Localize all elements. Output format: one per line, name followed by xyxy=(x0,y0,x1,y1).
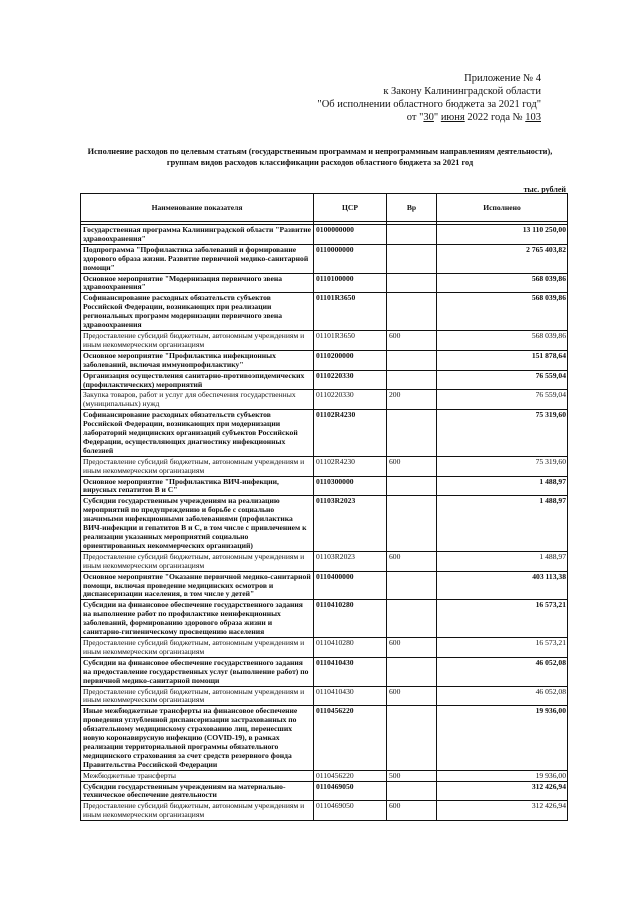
document-title xyxy=(60,146,580,168)
appendix-number: Приложение № 4 xyxy=(464,73,541,84)
appendix-date xyxy=(317,111,541,124)
cell-amount: 76 559,04 xyxy=(437,390,568,410)
date-year: 2022 года № xyxy=(464,112,526,123)
cell-name: Закупка товаров, работ и услуг для обеспечения государственных (муниципальных) нужд xyxy=(81,390,314,410)
table-row xyxy=(81,370,568,390)
cell-name: Предоставление субсидий бюджетным, автономным учреждениям и иным некоммерческим организациям xyxy=(81,456,314,476)
cell-name: Предоставление субсидий бюджетным, автономным учреждениям и иным некоммерческим организациям xyxy=(81,686,314,706)
cell-name: Иные межбюджетные трансферты на финансовое обеспечение проведения углубленной диспансеризации застрахованных по обязательному медицинскому страхованию лиц, перенесших новую коронавирусную инфекцию (COVID-19), в рамках реализации территориальной программы обязательного медицинского страхования за счет средств резервного фонда Правительства Российской Федерации xyxy=(81,706,314,770)
table-row xyxy=(81,244,568,273)
cell-csr: 0110100000 xyxy=(314,273,387,293)
cell-vr xyxy=(387,273,437,293)
table-header-row xyxy=(81,194,568,222)
cell-vr xyxy=(387,571,437,600)
cell-name: Основное мероприятие "Оказание первичной медико-санитарной помощи, включая проведение медицинских осмотров и диспансеризации населения, в том числе у детей" xyxy=(81,571,314,600)
cell-csr: 0110469050 xyxy=(314,801,387,821)
header-executed: Исполнено xyxy=(437,194,568,222)
date-mid: " xyxy=(433,112,441,123)
cell-amount: 568 039,86 xyxy=(437,273,568,293)
cell-csr: 0110469050 xyxy=(314,781,387,801)
cell-amount: 46 052,08 xyxy=(437,657,568,686)
table-row xyxy=(81,330,568,350)
cell-name: Субсидии государственным учреждениям на материально-техническое обеспечение деятельности xyxy=(81,781,314,801)
cell-csr: 0110000000 xyxy=(314,244,387,273)
cell-amount: 19 936,00 xyxy=(437,770,568,781)
header-csr: ЦСР xyxy=(314,194,387,222)
appendix-law-reference: к Закону Калининградской области xyxy=(383,86,541,97)
cell-vr xyxy=(387,657,437,686)
date-day: 30 xyxy=(423,112,434,123)
cell-vr xyxy=(387,410,437,457)
date-number: 103 xyxy=(525,112,541,123)
table-row xyxy=(81,350,568,370)
cell-amount: 76 559,04 xyxy=(437,370,568,390)
cell-csr: 01102R4230 xyxy=(314,456,387,476)
cell-csr: 0110220330 xyxy=(314,370,387,390)
table-row xyxy=(81,225,568,245)
cell-csr: 0110410280 xyxy=(314,637,387,657)
cell-vr xyxy=(387,781,437,801)
cell-vr: 600 xyxy=(387,801,437,821)
header-indicator-name: Наименование показателя xyxy=(81,194,314,222)
cell-csr: 01103R2023 xyxy=(314,551,387,571)
cell-csr: 01101R3650 xyxy=(314,330,387,350)
cell-vr xyxy=(387,244,437,273)
cell-csr: 0110456220 xyxy=(314,706,387,770)
cell-name: Организация осуществления санитарно-противоэпидемических (профилактических) мероприятий xyxy=(81,370,314,390)
appendix-header xyxy=(317,72,541,124)
expenditure-table xyxy=(80,193,568,821)
table-row xyxy=(81,781,568,801)
cell-csr: 0110410430 xyxy=(314,657,387,686)
cell-csr: 0110400000 xyxy=(314,571,387,600)
cell-amount: 19 936,00 xyxy=(437,706,568,770)
table-row xyxy=(81,686,568,706)
table-row xyxy=(81,706,568,770)
cell-name: Субсидии на финансовое обеспечение государственного задания на выполнение работ по профилактике неинфекционных заболеваний, формированию здорового образа жизни и санитарно-гигиеническому просвещению населения xyxy=(81,600,314,638)
table-row xyxy=(81,637,568,657)
table-row xyxy=(81,770,568,781)
cell-vr xyxy=(387,225,437,245)
cell-amount: 568 039,86 xyxy=(437,330,568,350)
date-month: июня xyxy=(440,112,465,123)
date-prefix: от " xyxy=(406,112,424,123)
cell-vr: 500 xyxy=(387,770,437,781)
cell-csr: 0110220330 xyxy=(314,390,387,410)
appendix-law-title: "Об исполнении областного бюджета за 2021 год" xyxy=(317,99,541,110)
cell-amount: 1 488,97 xyxy=(437,476,568,496)
cell-name: Предоставление субсидий бюджетным, автономным учреждениям и иным некоммерческим организациям xyxy=(81,637,314,657)
cell-vr xyxy=(387,476,437,496)
cell-amount: 312 426,94 xyxy=(437,801,568,821)
table-row xyxy=(81,600,568,638)
cell-vr: 600 xyxy=(387,330,437,350)
table-body xyxy=(81,225,568,821)
cell-amount: 46 052,08 xyxy=(437,686,568,706)
cell-amount: 403 113,38 xyxy=(437,571,568,600)
cell-name: Софинансирование расходных обязательств субъектов Российской Федерации, возникающих при реализации региональных программ модернизации первичного звена здравоохранения xyxy=(81,293,314,331)
cell-name: Межбюджетные трансферты xyxy=(81,770,314,781)
cell-csr: 0110456220 xyxy=(314,770,387,781)
units-label: тыс. рублей xyxy=(523,185,566,194)
table-row xyxy=(81,410,568,457)
title-line-2: группам видов расходов классификации расходов областного бюджета за 2021 год xyxy=(166,158,474,167)
table-row xyxy=(81,273,568,293)
cell-amount: 13 110 250,00 xyxy=(437,225,568,245)
cell-name: Предоставление субсидий бюджетным, автономным учреждениям и иным некоммерческим организациям xyxy=(81,801,314,821)
cell-name: Предоставление субсидий бюджетным, автономным учреждениям и иным некоммерческим организациям xyxy=(81,330,314,350)
table-row xyxy=(81,551,568,571)
cell-amount: 2 765 403,82 xyxy=(437,244,568,273)
header-vr: Вр xyxy=(387,194,437,222)
cell-vr xyxy=(387,293,437,331)
cell-vr xyxy=(387,600,437,638)
cell-vr xyxy=(387,350,437,370)
table-row xyxy=(81,476,568,496)
cell-name: Софинансирование расходных обязательств субъектов Российской Федерации, возникающих при модернизации лабораторий медицинских организаций субъектов Российской Федерации, осуществляющих диагностику инфекционных болезней xyxy=(81,410,314,457)
cell-amount: 151 878,64 xyxy=(437,350,568,370)
table-row xyxy=(81,390,568,410)
cell-vr: 200 xyxy=(387,390,437,410)
cell-name: Предоставление субсидий бюджетным, автономным учреждениям и иным некоммерческим организациям xyxy=(81,551,314,571)
table-row xyxy=(81,657,568,686)
cell-vr: 600 xyxy=(387,686,437,706)
cell-vr: 600 xyxy=(387,551,437,571)
cell-amount: 16 573,21 xyxy=(437,600,568,638)
cell-csr: 0110410430 xyxy=(314,686,387,706)
cell-csr: 0110200000 xyxy=(314,350,387,370)
cell-name: Государственная программа Калининградской области "Развитие здравоохранения" xyxy=(81,225,314,245)
cell-amount: 75 319,60 xyxy=(437,410,568,457)
cell-name: Основное мероприятие "Профилактика инфекционных заболеваний, включая иммунопрофилактику" xyxy=(81,350,314,370)
cell-amount: 16 573,21 xyxy=(437,637,568,657)
cell-csr: 01101R3650 xyxy=(314,293,387,331)
title-line-1: Исполнение расходов по целевым статьям (государственным программам и непрограммным направлениям деятельности), xyxy=(87,147,553,156)
cell-name: Подпрограмма "Профилактика заболеваний и формирование здорового образа жизни. Развитие первичной медико-санитарной помощи" xyxy=(81,244,314,273)
cell-amount: 1 488,97 xyxy=(437,551,568,571)
table-row xyxy=(81,456,568,476)
cell-vr xyxy=(387,370,437,390)
cell-amount: 75 319,60 xyxy=(437,456,568,476)
cell-vr: 600 xyxy=(387,456,437,476)
cell-amount: 312 426,94 xyxy=(437,781,568,801)
table-row xyxy=(81,496,568,551)
cell-csr: 01102R4230 xyxy=(314,410,387,457)
cell-name: Субсидии на финансовое обеспечение государственного задания на предоставление государственных услуг (выполнение работ) по первичной медико-санитарной помощи xyxy=(81,657,314,686)
table-row xyxy=(81,801,568,821)
cell-csr: 0110300000 xyxy=(314,476,387,496)
cell-name: Субсидии государственным учреждениям на реализацию мероприятий по предупреждению и борьбе с социально значимыми инфекционными заболеваниями (профилактика ВИЧ-инфекции и гепатитов В и С, в том числе с привлечением к реализации указанных мероприятий социально ориентированных некоммерческих организаций) xyxy=(81,496,314,551)
cell-vr xyxy=(387,496,437,551)
cell-vr: 600 xyxy=(387,637,437,657)
cell-csr: 0100000000 xyxy=(314,225,387,245)
table-row xyxy=(81,571,568,600)
cell-amount: 568 039,86 xyxy=(437,293,568,331)
cell-amount: 1 488,97 xyxy=(437,496,568,551)
table-row xyxy=(81,293,568,331)
cell-name: Основное мероприятие "Профилактика ВИЧ-инфекции, вирусных гепатитов В и С" xyxy=(81,476,314,496)
cell-csr: 0110410280 xyxy=(314,600,387,638)
cell-name: Основное мероприятие "Модернизация первичного звена здравоохранения" xyxy=(81,273,314,293)
cell-vr xyxy=(387,706,437,770)
cell-csr: 01103R2023 xyxy=(314,496,387,551)
